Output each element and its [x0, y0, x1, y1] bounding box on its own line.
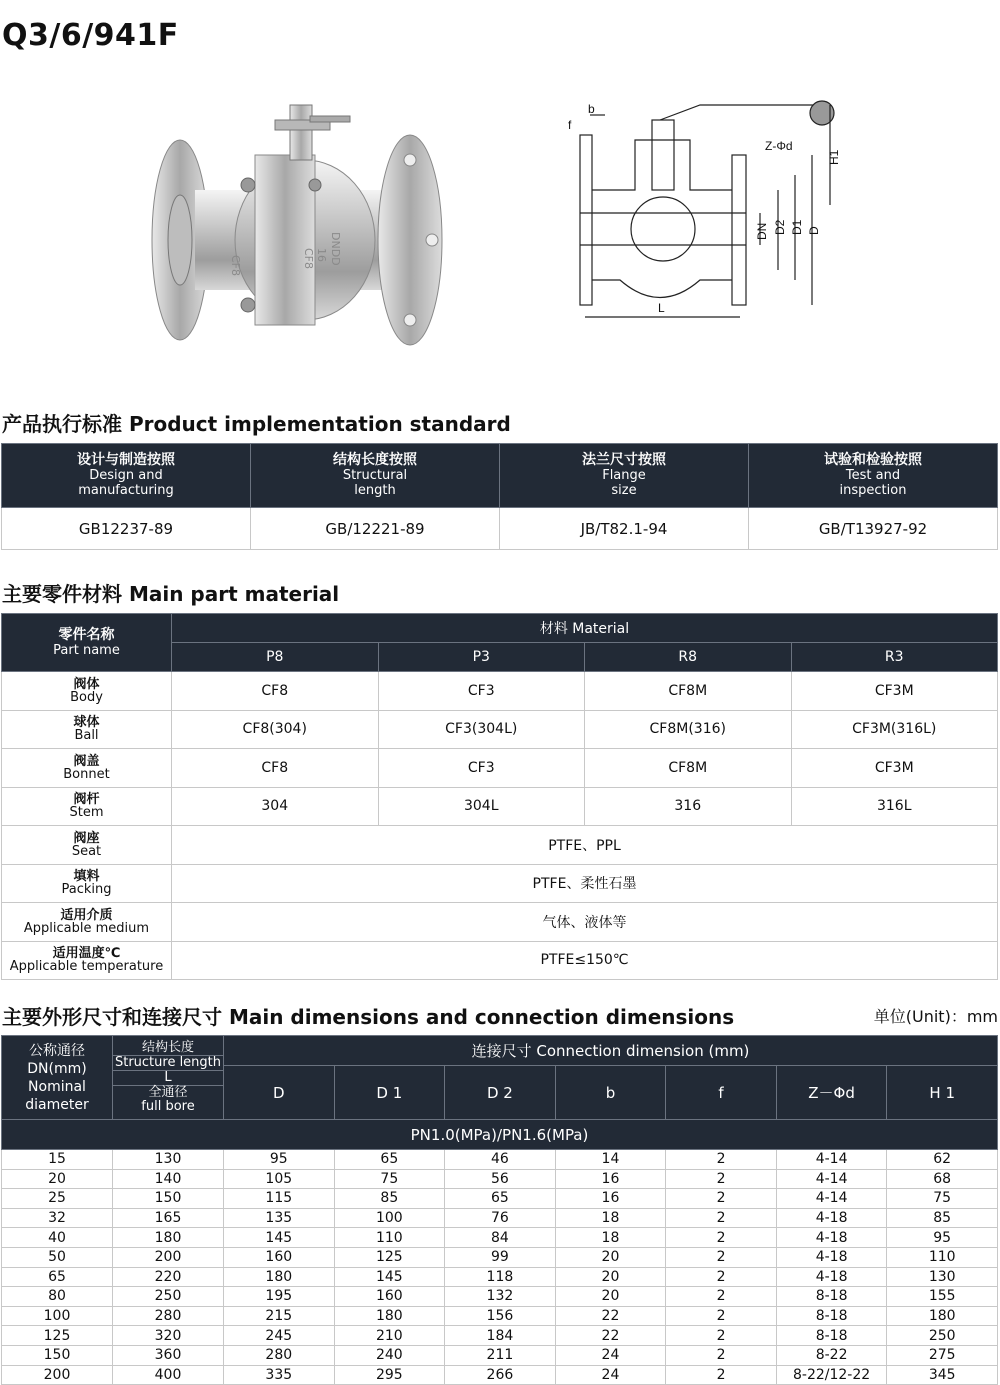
material-cell: 316 — [585, 787, 792, 826]
dimension-cell: 2 — [666, 1326, 777, 1346]
dimension-cell: 18 — [555, 1228, 666, 1248]
dimension-cell: 110 — [334, 1228, 445, 1248]
dimension-cell: 15 — [2, 1150, 113, 1170]
dimension-row — [2, 1228, 998, 1248]
material-merged-cell: PTFE≤150℃ — [172, 941, 998, 980]
dimension-cell: 95 — [224, 1150, 335, 1170]
dimension-cell: 8-18 — [776, 1287, 887, 1307]
dimension-cell: 280 — [224, 1345, 335, 1365]
standard-table — [1, 443, 998, 550]
material-cell: CF3(304L) — [378, 710, 585, 749]
part-name: 阀体 Body — [2, 672, 172, 711]
dimension-cell: 320 — [113, 1326, 224, 1346]
dimension-cell: 68 — [887, 1169, 998, 1189]
dimension-row — [2, 1287, 998, 1307]
dimension-cell: 160 — [224, 1247, 335, 1267]
material-row — [2, 672, 998, 711]
dimension-cell: 150 — [113, 1189, 224, 1209]
col-z: Z－Φd — [776, 1066, 887, 1120]
dimension-cell: 2 — [666, 1169, 777, 1189]
dimension-row — [2, 1345, 998, 1365]
standard-value: GB12237-89 — [2, 508, 251, 550]
dimension-cell: 2 — [666, 1228, 777, 1248]
dimension-cell: 132 — [445, 1287, 556, 1307]
dimension-cell: 4-18 — [776, 1208, 887, 1228]
drawing-label-f: f — [568, 118, 572, 132]
material-row — [2, 787, 998, 826]
dimension-cell: 184 — [445, 1326, 556, 1346]
dimension-cell: 135 — [224, 1208, 335, 1228]
struct-en: Structure length — [114, 1055, 222, 1070]
material-cell: CF3 — [378, 672, 585, 711]
dimension-row — [2, 1208, 998, 1228]
part-name: 填料 Packing — [2, 864, 172, 903]
dimension-row — [2, 1365, 998, 1385]
struct-l: L — [113, 1071, 223, 1086]
material-merged-cell: 气体、液体等 — [172, 903, 998, 942]
photo-mark-line2: 16 — [315, 248, 328, 262]
dimension-cell: 155 — [887, 1287, 998, 1307]
pressure-label: PN1.0(MPa)/PN1.6(MPa) — [2, 1120, 998, 1150]
material-cell: 304 — [172, 787, 379, 826]
dimension-cell: 46 — [445, 1150, 556, 1170]
grade-header: R8 — [585, 643, 792, 672]
dimension-cell: 180 — [113, 1228, 224, 1248]
material-cell: CF8M — [585, 749, 792, 788]
dimension-cell: 180 — [887, 1306, 998, 1326]
dimension-cell: 65 — [445, 1189, 556, 1209]
dimension-cell: 115 — [224, 1189, 335, 1209]
material-cell: CF8 — [172, 749, 379, 788]
material-cell: CF3 — [378, 749, 585, 788]
part-name: 阀盖 Bonnet — [2, 749, 172, 788]
part-name: 适用介质 Applicable medium — [2, 903, 172, 942]
dimension-cell: 2 — [666, 1247, 777, 1267]
dimension-cell: 4-18 — [776, 1247, 887, 1267]
material-merged-cell: PTFE、PPL — [172, 826, 998, 865]
dimension-cell: 8-22/12-22 — [776, 1365, 887, 1385]
standard-value: JB/T82.1-94 — [500, 508, 749, 550]
dimension-cell: 240 — [334, 1345, 445, 1365]
material-row — [2, 749, 998, 788]
col-b: b — [555, 1066, 666, 1120]
dimension-cell: 84 — [445, 1228, 556, 1248]
drawing-label-z: Z-Φd — [765, 139, 793, 153]
material-cell: CF3M(316L) — [791, 710, 998, 749]
drawing-label-l: L — [658, 301, 665, 315]
standard-value: GB/T13927-92 — [749, 508, 998, 550]
material-merged-row — [2, 864, 998, 903]
material-header: 材料 Material — [172, 614, 998, 643]
dimension-cell: 180 — [334, 1306, 445, 1326]
dimension-cell: 2 — [666, 1306, 777, 1326]
dimension-cell: 156 — [445, 1306, 556, 1326]
dimension-cell: 20 — [555, 1287, 666, 1307]
dimension-cell: 145 — [334, 1267, 445, 1287]
col-h1: H 1 — [887, 1066, 998, 1120]
material-section-title: 主要零件材料 Main part material — [2, 582, 340, 606]
dimension-cell: 130 — [887, 1267, 998, 1287]
dimension-row — [2, 1189, 998, 1209]
dimension-cell: 20 — [555, 1247, 666, 1267]
dimension-cell: 220 — [113, 1267, 224, 1287]
dimension-cell: 4-14 — [776, 1169, 887, 1189]
drawing-label-h1: H1 — [827, 149, 841, 165]
dimension-cell: 110 — [887, 1247, 998, 1267]
dimension-cell: 2 — [666, 1365, 777, 1385]
dimension-cell: 80 — [2, 1287, 113, 1307]
drawing-label-dn: DN — [755, 222, 769, 240]
full-bore: 全通径 full bore — [141, 1085, 195, 1114]
dimension-row — [2, 1169, 998, 1189]
dimension-cell: 16 — [555, 1169, 666, 1189]
unit-note: 单位(Unit)：mm — [873, 1007, 998, 1026]
dimension-cell: 56 — [445, 1169, 556, 1189]
dimension-cell: 275 — [887, 1345, 998, 1365]
standard-col-2: 法兰尺寸按照 Flange size — [500, 444, 749, 508]
dimension-cell: 4-14 — [776, 1189, 887, 1209]
drawing-label-d2: D2 — [773, 219, 787, 235]
material-row — [2, 710, 998, 749]
dimension-cell: 20 — [2, 1169, 113, 1189]
dimension-table — [1, 1035, 998, 1385]
dimension-cell: 250 — [887, 1326, 998, 1346]
dimension-cell: 20 — [555, 1267, 666, 1287]
dimension-cell: 200 — [113, 1247, 224, 1267]
material-table — [1, 613, 998, 980]
part-name: 阀座 Seat — [2, 826, 172, 865]
dimension-cell: 145 — [224, 1228, 335, 1248]
dimension-cell: 8-18 — [776, 1326, 887, 1346]
dimension-row — [2, 1306, 998, 1326]
standard-col-1: 结构长度按照 Structural length — [251, 444, 500, 508]
dimension-cell: 211 — [445, 1345, 556, 1365]
dimension-cell: 40 — [2, 1228, 113, 1248]
dimension-section-title: 主要外形尺寸和连接尺寸 Main dimensions and connection dimensions — [2, 1005, 735, 1029]
material-merged-row — [2, 903, 998, 942]
standard-value: GB/12221-89 — [251, 508, 500, 550]
grade-header: R3 — [791, 643, 998, 672]
photo-material-mark: CF8 — [229, 255, 242, 277]
dimension-cell: 200 — [2, 1365, 113, 1385]
col-d2: D 2 — [445, 1066, 556, 1120]
dimension-cell: 18 — [555, 1208, 666, 1228]
material-cell: 304L — [378, 787, 585, 826]
dimension-row — [2, 1247, 998, 1267]
drawing-label-d: D — [807, 226, 821, 235]
dimension-cell: 295 — [334, 1365, 445, 1385]
dimension-cell: 140 — [113, 1169, 224, 1189]
dimension-cell: 345 — [887, 1365, 998, 1385]
dimension-cell: 2 — [666, 1189, 777, 1209]
dimension-cell: 2 — [666, 1150, 777, 1170]
dimension-row — [2, 1267, 998, 1287]
dimension-cell: 215 — [224, 1306, 335, 1326]
dimension-cell: 95 — [887, 1228, 998, 1248]
col-f: f — [666, 1066, 777, 1120]
drawing-label-b: b — [588, 102, 595, 116]
part-name: 阀杆 Stem — [2, 787, 172, 826]
col-d: D — [224, 1066, 335, 1120]
dimension-cell: 125 — [334, 1247, 445, 1267]
material-merged-row — [2, 826, 998, 865]
dimension-cell: 130 — [113, 1150, 224, 1170]
dimension-cell: 4-18 — [776, 1267, 887, 1287]
dimension-cell: 400 — [113, 1365, 224, 1385]
dimension-cell: 75 — [334, 1169, 445, 1189]
dimension-cell: 32 — [2, 1208, 113, 1228]
dimension-cell: 65 — [2, 1267, 113, 1287]
dimension-cell: 250 — [113, 1287, 224, 1307]
model-title: Q3/6/941F — [2, 18, 179, 53]
material-cell: CF8M(316) — [585, 710, 792, 749]
dimension-cell: 25 — [2, 1189, 113, 1209]
photo-mark-line1: DNDD — [329, 232, 342, 266]
dimension-cell: 266 — [445, 1365, 556, 1385]
material-cell: CF3M — [791, 749, 998, 788]
standard-header-row — [2, 444, 998, 508]
material-cell: 316L — [791, 787, 998, 826]
material-merged-cell: PTFE、柔性石墨 — [172, 864, 998, 903]
dimension-cell: 75 — [887, 1189, 998, 1209]
material-cell: CF8M — [585, 672, 792, 711]
dimension-cell: 22 — [555, 1306, 666, 1326]
dimension-cell: 4-14 — [776, 1150, 887, 1170]
photo-mark-line3: CF8 — [302, 248, 315, 270]
dimension-cell: 150 — [2, 1345, 113, 1365]
dimension-cell: 62 — [887, 1150, 998, 1170]
dimension-cell: 210 — [334, 1326, 445, 1346]
standard-col-0: 设计与制造按照 Design and manufacturing — [2, 444, 251, 508]
dimension-body — [2, 1150, 998, 1385]
dimension-cell: 180 — [224, 1267, 335, 1287]
dimension-cell: 85 — [887, 1208, 998, 1228]
dimension-cell: 2 — [666, 1345, 777, 1365]
part-name: 适用温度℃ Applicable temperature — [2, 941, 172, 980]
dimension-cell: 65 — [334, 1150, 445, 1170]
dimension-cell: 50 — [2, 1247, 113, 1267]
dimension-cell: 360 — [113, 1345, 224, 1365]
dimension-cell: 2 — [666, 1287, 777, 1307]
col-d1: D 1 — [334, 1066, 445, 1120]
structure-length-header — [113, 1036, 224, 1120]
part-name: 球体 Ball — [2, 710, 172, 749]
material-header-row — [2, 614, 998, 643]
dimension-row — [2, 1326, 998, 1346]
dimension-cell: 125 — [2, 1326, 113, 1346]
dimension-cell: 16 — [555, 1189, 666, 1209]
dimension-cell: 118 — [445, 1267, 556, 1287]
dimension-cell: 160 — [334, 1287, 445, 1307]
part-name-header: 零件名称 Part name — [2, 614, 172, 672]
standard-col-3: 试验和检验按照 Test and inspection — [749, 444, 998, 508]
dimension-cell: 76 — [445, 1208, 556, 1228]
dimension-cell: 195 — [224, 1287, 335, 1307]
valve-section-drawing — [560, 95, 860, 325]
connection-header: 连接尺寸 Connection dimension (mm) — [224, 1036, 998, 1066]
dimension-header-row — [2, 1036, 998, 1066]
dimension-cell: 165 — [113, 1208, 224, 1228]
dimension-cell: 24 — [555, 1345, 666, 1365]
valve-photo — [140, 80, 450, 360]
dimension-cell: 8-18 — [776, 1306, 887, 1326]
dimension-cell: 8-22 — [776, 1345, 887, 1365]
nominal-diameter-header: 公称通径 DN(mm) Nominal diameter — [2, 1036, 113, 1120]
grade-header: P3 — [378, 643, 585, 672]
dimension-cell: 24 — [555, 1365, 666, 1385]
dimension-cell: 85 — [334, 1189, 445, 1209]
standard-value-row — [2, 508, 998, 550]
dimension-cell: 280 — [113, 1306, 224, 1326]
grade-header: P8 — [172, 643, 379, 672]
dimension-cell: 105 — [224, 1169, 335, 1189]
material-merged-row — [2, 941, 998, 980]
dimension-cell: 4-18 — [776, 1228, 887, 1248]
pressure-row — [2, 1120, 998, 1150]
standard-section-title: 产品执行标准 Product implementation standard — [2, 412, 511, 436]
dimension-cell: 2 — [666, 1267, 777, 1287]
material-cell: CF8(304) — [172, 710, 379, 749]
material-cell: CF3M — [791, 672, 998, 711]
material-cell: CF8 — [172, 672, 379, 711]
dimension-cell: 2 — [666, 1208, 777, 1228]
dimension-cell: 335 — [224, 1365, 335, 1385]
struct-cn: 结构长度 — [113, 1041, 223, 1056]
dimension-cell: 245 — [224, 1326, 335, 1346]
drawing-label-d1: D1 — [790, 219, 804, 235]
dimension-cell: 100 — [334, 1208, 445, 1228]
dimension-cell: 14 — [555, 1150, 666, 1170]
dimension-row — [2, 1150, 998, 1170]
dimension-cell: 100 — [2, 1306, 113, 1326]
dimension-cell: 99 — [445, 1247, 556, 1267]
dimension-cell: 22 — [555, 1326, 666, 1346]
